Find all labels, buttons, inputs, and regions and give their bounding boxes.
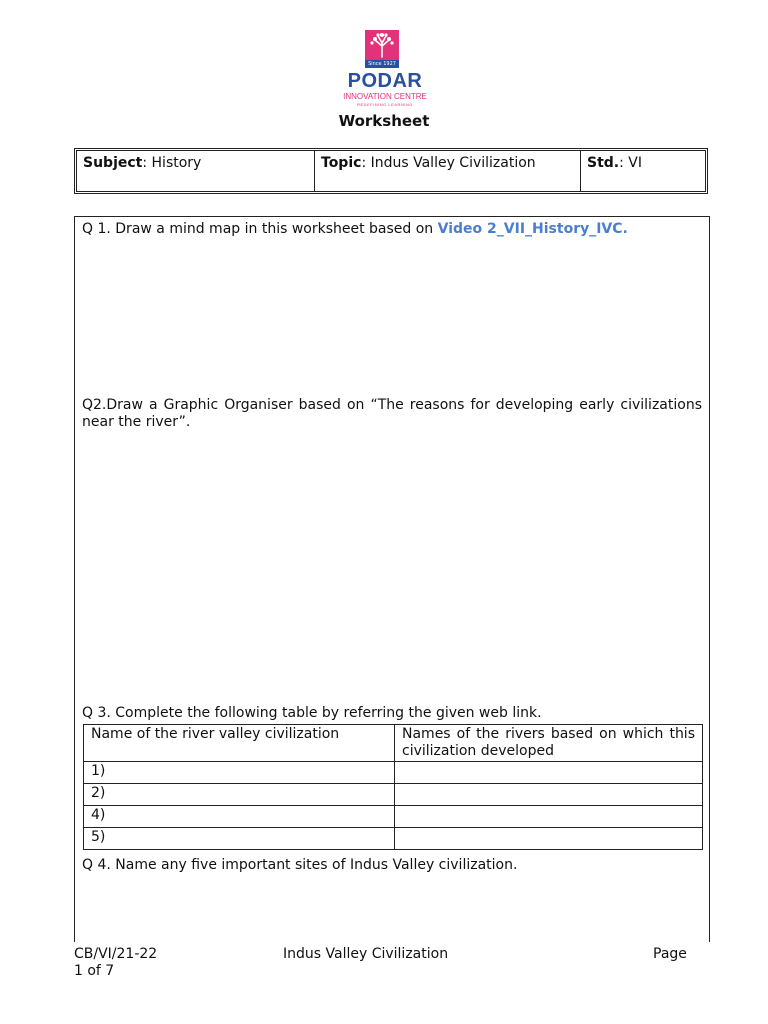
- logo-tagline: REDEFINING LEARNING: [357, 102, 413, 107]
- river-civilization-table: [83, 724, 703, 850]
- question-3: Q 3. Complete the following table by referring the given web link.: [82, 705, 542, 721]
- table-answer-cell[interactable]: [395, 828, 703, 850]
- footer-page-label: Page: [653, 946, 687, 962]
- question-1-text: Q 1. Draw a mind map in this worksheet based on: [82, 221, 438, 237]
- logo-subtitle: INNOVATION CENTRE: [343, 92, 427, 101]
- table-answer-cell[interactable]: [395, 762, 703, 784]
- table-row: [84, 828, 703, 850]
- logo-since-label: Since 1927: [365, 60, 399, 68]
- topic-value: : Indus Valley Civilization: [361, 155, 536, 171]
- footer-code: [74, 946, 157, 980]
- table-row: [84, 762, 703, 784]
- table-row-number: 5): [84, 828, 395, 850]
- std-cell: [581, 151, 705, 191]
- subject-label: Subject: [83, 155, 143, 171]
- footer-title: Indus Valley Civilization: [283, 946, 449, 962]
- table-row: [84, 806, 703, 828]
- podar-logo: [337, 28, 433, 112]
- topic-cell: [315, 151, 581, 191]
- table-row-number: 1): [84, 762, 395, 784]
- table-row: [84, 784, 703, 806]
- page-title: Worksheet: [338, 112, 430, 130]
- question-4: Q 4. Name any five important sites of Indus Valley civilization.: [82, 857, 518, 873]
- table-header-row: [84, 725, 703, 762]
- table-answer-cell[interactable]: [395, 806, 703, 828]
- table-answer-cell[interactable]: [395, 784, 703, 806]
- subject-cell: [77, 151, 315, 191]
- subject-value: : History: [142, 155, 202, 171]
- header-table: [74, 148, 708, 194]
- logo-name: PODAR: [347, 70, 423, 92]
- video-link[interactable]: Video 2_VII_History_IVC.: [437, 221, 628, 237]
- question-1: [82, 221, 628, 238]
- question-2: Q2.Draw a Graphic Organiser based on “The reasons for developing early civilizations near the river”.: [82, 397, 702, 430]
- table-header-civilization: Name of the river valley civilization: [84, 725, 395, 762]
- table-row-number: 4): [84, 806, 395, 828]
- footer-page-count: 1 of 7: [74, 963, 115, 979]
- footer-code-text: CB/VI/21-22: [74, 946, 158, 962]
- std-label: Std.: [587, 155, 620, 171]
- table-row-number: 2): [84, 784, 395, 806]
- topic-label: Topic: [321, 155, 362, 171]
- table-header-rivers: Names of the rivers based on which this civilization developed: [395, 725, 703, 762]
- std-value: : VI: [619, 155, 642, 171]
